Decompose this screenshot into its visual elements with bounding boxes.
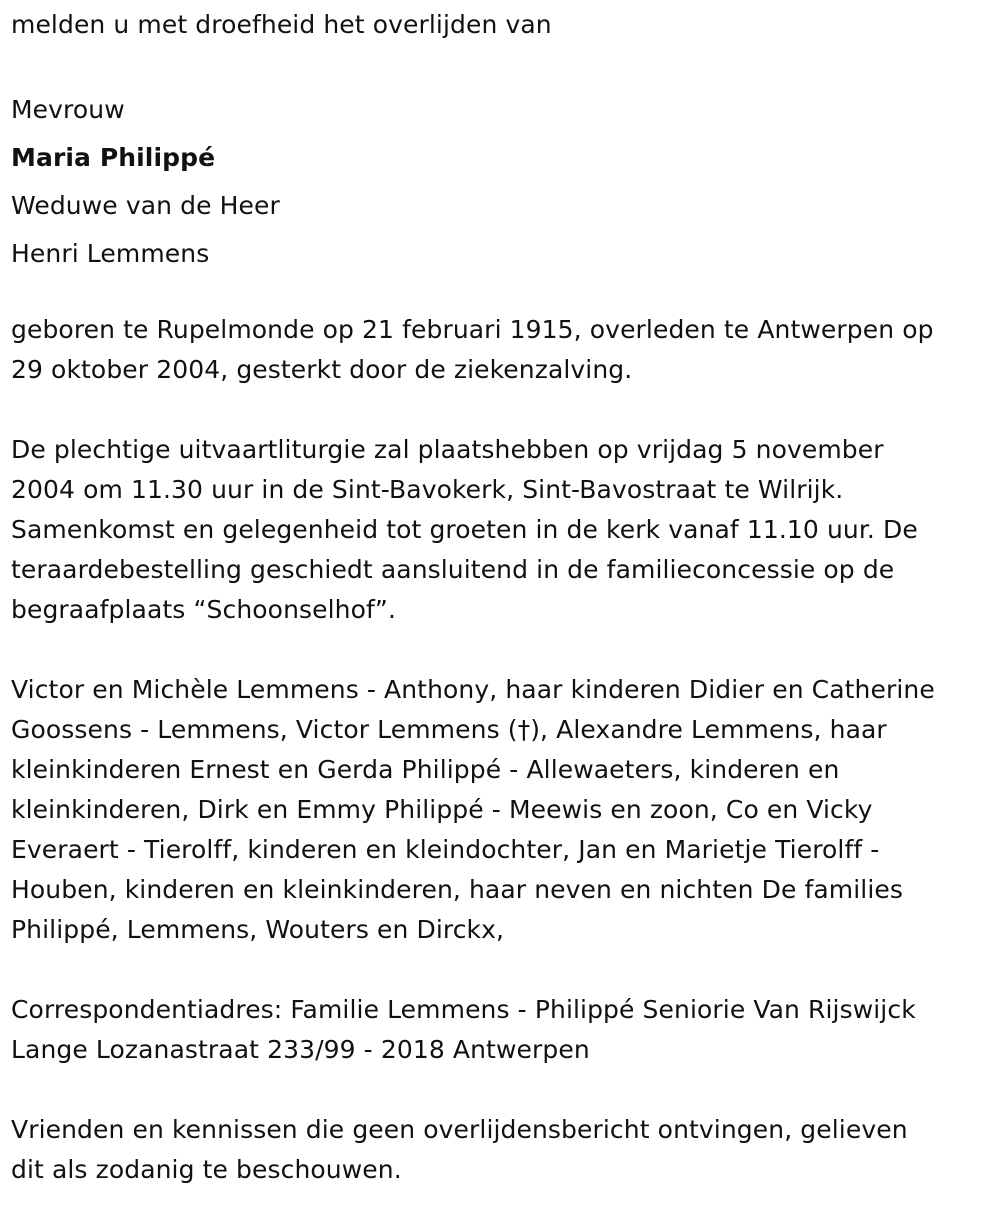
closing-paragraph (11, 1110, 908, 1190)
paragraph-line: De plechtige uitvaartliturgie zal plaatshebben op vrijdag 5 november (11, 435, 884, 464)
paragraph-line: Lange Lozanastraat 233/99 - 2018 Antwerpen (11, 1035, 590, 1064)
paragraph-line: begraafplaats “Schoonselhof”. (11, 595, 397, 624)
deceased-block (11, 86, 280, 278)
family-paragraph (11, 670, 935, 950)
paragraph-line: Victor en Michèle Lemmens - Anthony, haar kinderen Didier en Catherine (11, 675, 935, 704)
spouse-name: Henri Lemmens (11, 239, 210, 268)
paragraph-line: 2004 om 11.30 uur in de Sint-Bavokerk, Sint-Bavostraat te Wilrijk. (11, 475, 844, 504)
paragraph-line: kleinkinderen Ernest en Gerda Philippé - Allewaeters, kinderen en (11, 755, 840, 784)
deceased-title: Mevrouw (11, 95, 125, 124)
deceased-name: Maria Philippé (11, 143, 216, 172)
intro-text: melden u met droefheid het overlijden van (11, 10, 552, 39)
paragraph-line: 29 oktober 2004, gesterkt door de ziekenzalving. (11, 355, 633, 384)
paragraph-line: Correspondentiadres: Familie Lemmens - Philippé Seniorie Van Rijswijck (11, 995, 916, 1024)
paragraph-line: Everaert - Tierolff, kinderen en kleindochter, Jan en Marietje Tierolff - (11, 835, 880, 864)
widow-of-label: Weduwe van de Heer (11, 191, 280, 220)
paragraph-line: Houben, kinderen en kleinkinderen, haar neven en nichten De families (11, 875, 904, 904)
paragraph-line: Philippé, Lemmens, Wouters en Dirckx, (11, 915, 505, 944)
paragraph-line: Vrienden en kennissen die geen overlijdensbericht ontvingen, gelieven (11, 1115, 908, 1144)
paragraph-line: teraardebestelling geschiedt aansluitend in de familieconcessie op de (11, 555, 895, 584)
paragraph-line: geboren te Rupelmonde op 21 februari 1915, overleden te Antwerpen op (11, 315, 934, 344)
correspondence-address (11, 990, 916, 1070)
paragraph-line: kleinkinderen, Dirk en Emmy Philippé - Meewis en zoon, Co en Vicky (11, 795, 873, 824)
funeral-paragraph (11, 430, 918, 630)
paragraph-line: Goossens - Lemmens, Victor Lemmens (†), Alexandre Lemmens, haar (11, 715, 887, 744)
paragraph-line: Samenkomst en gelegenheid tot groeten in de kerk vanaf 11.10 uur. De (11, 515, 918, 544)
paragraph-line: dit als zodanig te beschouwen. (11, 1155, 402, 1184)
birth-death-paragraph (11, 310, 934, 390)
